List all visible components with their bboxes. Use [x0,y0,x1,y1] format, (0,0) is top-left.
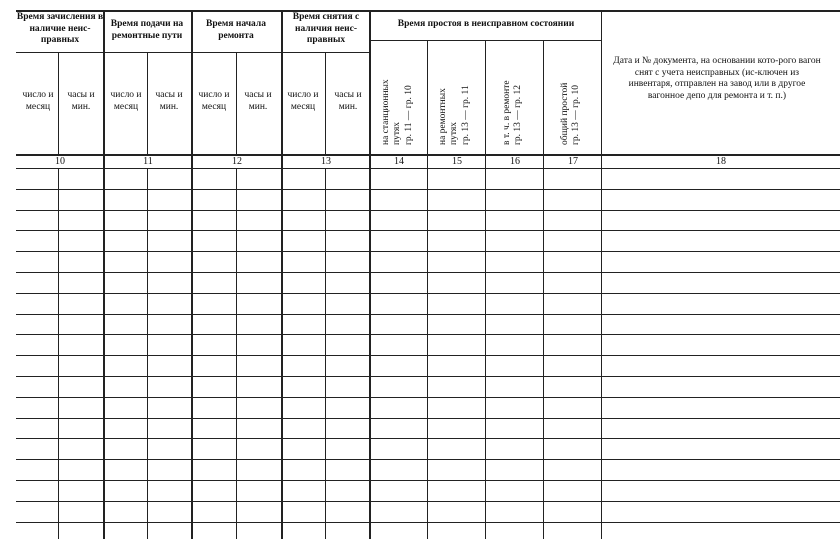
table-row-line [16,314,840,315]
header-g10: Время зачисления в наличие неис-правных [16,12,104,46]
col-number-12: 12 [232,156,242,167]
subheader-date-g13: число и месяц [287,90,319,112]
subheader-date-g10: число и месяц [22,90,54,112]
idle-header-divider-line [370,40,602,41]
col-number-15: 15 [452,156,462,167]
table-row-line [16,480,840,481]
col-number-11: 11 [143,156,153,167]
subcolumn-divider [325,168,326,539]
table-row-line [16,501,840,502]
subheader-idle-total: общий простой гр. 13 — гр. 10 [560,82,582,145]
header-bottom-line [16,154,840,156]
subcolumn-divider [58,168,59,539]
header-g18: Дата и № документа, на основании кото-рого вагон снят с учета неисправных (ис-ключен из инвентаря, отправлен на завод или в другое вагонное депо для ремонта и т. п.) [613,56,821,101]
subcolumn-divider [325,52,326,154]
col-number-14: 14 [394,156,404,167]
column-numbers-bottom-line [16,168,840,169]
subheader-idle-repair-tracks: на ремонтных путях гр. 13 — гр. 11 [438,85,471,145]
header-g11: Время подачи на ремонтные пути [110,19,184,41]
subcolumn-divider [236,52,237,154]
table-row-line [16,459,840,460]
table-row-line [16,272,840,273]
header-divider-line [16,52,370,53]
col-number-18: 18 [716,156,726,167]
header-g13: Время снятия с наличия неис-правных [292,12,360,46]
col-number-16: 16 [510,156,520,167]
subcolumn-divider [543,40,544,539]
subcolumn-divider [58,52,59,154]
header-g12: Время начала ремонта [206,19,266,41]
header-idle-time: Время простоя в неисправном состоянии [397,19,575,29]
table-row-line [16,293,840,294]
col-number-13: 13 [321,156,331,167]
table-row-line [16,210,840,211]
subheader-time-g13: часы и мин. [334,90,362,112]
subheader-time-g11: часы и мин. [155,90,183,112]
subcolumn-divider [147,168,148,539]
table-row-line [16,230,840,231]
table-top-border [16,10,840,12]
subheader-idle-station-tracks: на станционных путях гр. 11 — гр. 10 [381,79,414,145]
table-row-line [16,397,840,398]
subcolumn-divider [236,168,237,539]
subheader-idle-in-repair: в т. ч. в ремонте гр. 13 — гр. 12 [502,80,524,145]
subcolumn-divider [485,40,486,539]
subheader-time-g10: часы и мин. [67,90,95,112]
table-row-line [16,418,840,419]
table-row-line [16,251,840,252]
table-row-line [16,376,840,377]
col-number-17: 17 [568,156,578,167]
subheader-time-g12: часы и мин. [244,90,272,112]
col-number-10: 10 [55,156,65,167]
subheader-date-g12: число и месяц [198,90,230,112]
subheader-date-g11: число и месяц [110,90,142,112]
table-row-line [16,334,840,335]
table-row-line [16,355,840,356]
table-row-line [16,438,840,439]
subcolumn-divider [147,52,148,154]
subcolumn-divider [427,40,428,539]
table-row-line [16,522,840,523]
table-row-line [16,189,840,190]
